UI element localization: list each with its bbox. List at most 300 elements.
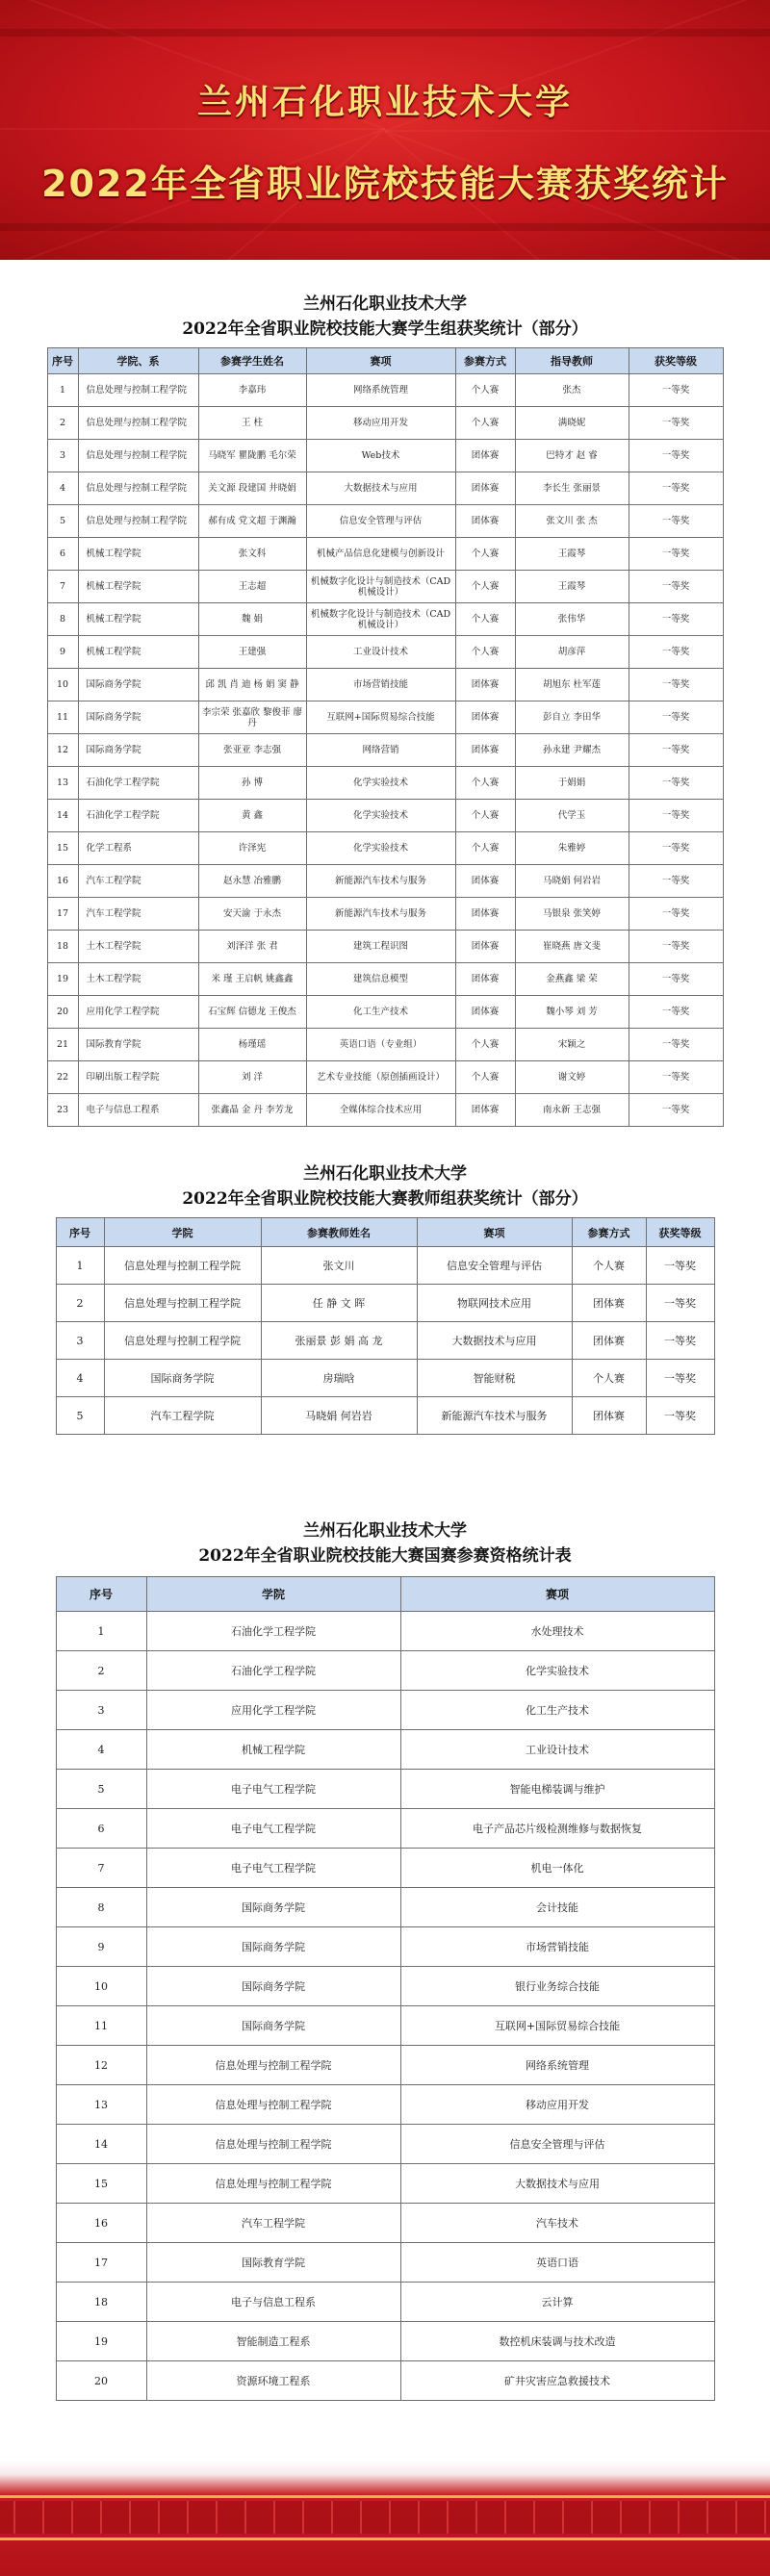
column-header: 参赛方式 <box>455 348 515 374</box>
table-cell: 胡彦萍 <box>515 636 629 669</box>
table-cell: 2 <box>56 1651 146 1691</box>
table-row <box>47 505 723 538</box>
table-cell: 23 <box>47 1094 78 1127</box>
table-cell: 一等奖 <box>646 1360 714 1397</box>
table-cell: 团体赛 <box>455 440 515 472</box>
table-cell: 王霞琴 <box>515 571 629 603</box>
table-cell: 房瑞晗 <box>261 1360 417 1397</box>
table-row <box>56 2006 714 2046</box>
table-cell: 智能制造工程系 <box>146 2322 400 2361</box>
table-cell: 21 <box>47 1029 78 1061</box>
table-row <box>47 407 723 440</box>
national-qualification-table <box>56 1576 715 2401</box>
table-cell: 一等奖 <box>629 1029 723 1061</box>
table-cell: 代学玉 <box>515 800 629 832</box>
table-cell: 信息处理与控制工程学院 <box>78 407 198 440</box>
table-cell: 建筑工程识图 <box>306 931 455 963</box>
section-title: 兰州石化职业技术大学 <box>303 1164 467 1184</box>
table-cell: 土木工程学院 <box>78 963 198 996</box>
table-cell: 14 <box>56 2125 146 2164</box>
table-cell: 应用化学工程学院 <box>146 1691 400 1730</box>
table-row <box>47 1061 723 1094</box>
table-cell: 宋颖之 <box>515 1029 629 1061</box>
table-row <box>56 1612 714 1651</box>
table-cell: 22 <box>47 1061 78 1094</box>
table-cell: 机械数字化设计与制造技术（CAD机械设计） <box>306 603 455 636</box>
table-cell: 17 <box>47 898 78 931</box>
table-row <box>56 2046 714 2085</box>
table-cell: 电子电气工程学院 <box>146 1809 400 1849</box>
table-cell: 石油化学工程学院 <box>78 767 198 800</box>
table-row <box>47 865 723 898</box>
table-cell: 互联网+国际贸易综合技能 <box>306 701 455 734</box>
table-cell: 化工生产技术 <box>306 996 455 1029</box>
table-cell: 一等奖 <box>629 767 723 800</box>
table-cell: 12 <box>56 2046 146 2085</box>
table-cell: 大数据技术与应用 <box>417 1322 572 1360</box>
table-cell: 个人赛 <box>455 538 515 571</box>
table-cell: 许泽宪 <box>198 832 306 865</box>
table-cell: 团体赛 <box>455 734 515 767</box>
column-header: 赛项 <box>417 1218 572 1247</box>
table-cell: 一等奖 <box>629 963 723 996</box>
table-row <box>56 2361 714 2401</box>
table-cell: 个人赛 <box>455 800 515 832</box>
table-row <box>56 1691 714 1730</box>
column-header: 序号 <box>56 1218 104 1247</box>
table-row <box>47 800 723 832</box>
table-cell: 云计算 <box>400 2283 714 2322</box>
table-cell: 张文科 <box>198 538 306 571</box>
table-cell: 个人赛 <box>455 767 515 800</box>
table-cell: 国际商务学院 <box>78 701 198 734</box>
table-row <box>47 898 723 931</box>
table-cell: 黄 鑫 <box>198 800 306 832</box>
table-cell: 信息处理与控制工程学院 <box>104 1247 261 1285</box>
table-cell: 机械工程学院 <box>78 571 198 603</box>
table-cell: 汽车工程学院 <box>78 865 198 898</box>
table-cell: 米 瑾 王启帆 姚鑫鑫 <box>198 963 306 996</box>
table-cell: 8 <box>56 1888 146 1927</box>
table-cell: 团体赛 <box>455 472 515 505</box>
section-subtitle: 2022年全省职业院校技能大赛教师组获奖统计（部分） <box>182 1189 588 1209</box>
table-row <box>47 440 723 472</box>
table-cell: 20 <box>47 996 78 1029</box>
table-row <box>47 669 723 701</box>
table-row <box>56 1927 714 1967</box>
table-cell: 信息处理与控制工程学院 <box>146 2164 400 2204</box>
table-cell: 一等奖 <box>629 800 723 832</box>
table-cell: 3 <box>56 1322 104 1360</box>
table-cell: 4 <box>47 472 78 505</box>
table-cell: 大数据技术与应用 <box>306 472 455 505</box>
table-cell: 化学实验技术 <box>306 832 455 865</box>
column-header: 学院、系 <box>78 348 198 374</box>
table-cell: 电子与信息工程系 <box>146 2283 400 2322</box>
column-header: 参赛教师姓名 <box>261 1218 417 1247</box>
header-banner <box>0 0 770 260</box>
table-row <box>47 963 723 996</box>
banner-title: 兰州石化职业技术大学 <box>196 83 573 122</box>
table-cell: 一等奖 <box>629 538 723 571</box>
table-row <box>47 701 723 734</box>
table-cell: 一等奖 <box>629 571 723 603</box>
table-cell: 10 <box>47 669 78 701</box>
table-cell: 团体赛 <box>455 865 515 898</box>
table-cell: 机械产品信息化建模与创新设计 <box>306 538 455 571</box>
table-cell: 一等奖 <box>629 1061 723 1094</box>
table-cell: 一等奖 <box>629 734 723 767</box>
column-header: 获奖等级 <box>629 348 723 374</box>
table-cell: 孙 博 <box>198 767 306 800</box>
table-cell: 新能源汽车技术与服务 <box>306 865 455 898</box>
table-cell: 2 <box>56 1285 104 1322</box>
section-subtitle: 2022年全省职业院校技能大赛学生组获奖统计（部分） <box>182 319 588 339</box>
table-cell: 一等奖 <box>646 1322 714 1360</box>
table-cell: 5 <box>56 1397 104 1435</box>
table-cell: 机械数字化设计与制造技术（CAD机械设计） <box>306 571 455 603</box>
table-cell: 张文川 张 杰 <box>515 505 629 538</box>
table-cell: 一等奖 <box>629 669 723 701</box>
column-header: 序号 <box>47 348 78 374</box>
table-cell: 机械工程学院 <box>78 636 198 669</box>
table-cell: 化学实验技术 <box>306 800 455 832</box>
table-cell: 谢文婷 <box>515 1061 629 1094</box>
table-cell: 郝有成 党文超 于渊瀚 <box>198 505 306 538</box>
table-cell: 信息处理与控制工程学院 <box>146 2046 400 2085</box>
table-cell: 个人赛 <box>455 571 515 603</box>
table-row <box>56 1247 714 1285</box>
table-cell: 崔晓燕 唐文斐 <box>515 931 629 963</box>
table-cell: 1 <box>47 374 78 407</box>
table-cell: 石宝辉 信德龙 王俊杰 <box>198 996 306 1029</box>
table-cell: 团体赛 <box>572 1322 646 1360</box>
table-cell: 国际教育学院 <box>78 1029 198 1061</box>
table-row <box>47 931 723 963</box>
table-cell: 彭自立 李田华 <box>515 701 629 734</box>
table-cell: 电子电气工程学院 <box>146 1849 400 1888</box>
table-cell: 团体赛 <box>572 1285 646 1322</box>
table-cell: 一等奖 <box>629 636 723 669</box>
table-row <box>56 1730 714 1770</box>
table-cell: 汽车工程学院 <box>104 1397 261 1435</box>
section-title: 兰州石化职业技术大学 <box>303 1521 467 1541</box>
table-row <box>56 2125 714 2164</box>
table-cell: 个人赛 <box>455 832 515 865</box>
table-row <box>47 603 723 636</box>
table-cell: 于娟娟 <box>515 767 629 800</box>
table-cell: 赵永慧 冶雅鹏 <box>198 865 306 898</box>
table-cell: 刘 洋 <box>198 1061 306 1094</box>
table-cell: 国际商务学院 <box>78 669 198 701</box>
table-cell: 1 <box>56 1612 146 1651</box>
table-cell: 团体赛 <box>455 701 515 734</box>
table-cell: 信息处理与控制工程学院 <box>78 472 198 505</box>
table-cell: 一等奖 <box>629 701 723 734</box>
table-cell: 13 <box>56 2085 146 2125</box>
pattern-border <box>0 2501 770 2534</box>
table-cell: 电子与信息工程系 <box>78 1094 198 1127</box>
table-cell: 国际商务学院 <box>146 1888 400 1927</box>
column-header: 赛项 <box>306 348 455 374</box>
table-cell: 个人赛 <box>455 407 515 440</box>
table-cell: 电子产品芯片级检测维修与数据恢复 <box>400 1809 714 1849</box>
column-header: 序号 <box>56 1577 146 1612</box>
table-cell: 国际商务学院 <box>104 1360 261 1397</box>
table-cell: 18 <box>56 2283 146 2322</box>
table-cell: 会计技能 <box>400 1888 714 1927</box>
table-cell: 安天渝 于永杰 <box>198 898 306 931</box>
table-cell: 化学实验技术 <box>400 1651 714 1691</box>
table-cell: 机械工程学院 <box>78 603 198 636</box>
table-row <box>47 1094 723 1127</box>
table-cell: 团体赛 <box>455 669 515 701</box>
table-cell: 汽车工程学院 <box>146 2204 400 2243</box>
column-header: 学院 <box>146 1577 400 1612</box>
table-cell: 满晓妮 <box>515 407 629 440</box>
table-cell: 个人赛 <box>455 1029 515 1061</box>
table-cell: 市场营销技能 <box>306 669 455 701</box>
table-cell: 王建强 <box>198 636 306 669</box>
table-cell: 团体赛 <box>455 996 515 1029</box>
table-cell: 巴特才 赵 睿 <box>515 440 629 472</box>
table-cell: 信息处理与控制工程学院 <box>104 1322 261 1360</box>
table-cell: 马晓军 瞿陇鹏 毛尔荣 <box>198 440 306 472</box>
table-cell: 英语口语 <box>400 2243 714 2283</box>
table-cell: 水处理技术 <box>400 1612 714 1651</box>
banner-subtitle: 2022年全省职业院校技能大赛获奖统计 <box>41 163 729 205</box>
table-cell: 7 <box>56 1849 146 1888</box>
column-header: 参赛方式 <box>572 1218 646 1247</box>
table-cell: 16 <box>47 865 78 898</box>
column-header: 学院 <box>104 1218 261 1247</box>
table-row <box>47 571 723 603</box>
table-cell: 英语口语（专业组） <box>306 1029 455 1061</box>
table-cell: 1 <box>56 1247 104 1285</box>
table-cell: 印刷出版工程学院 <box>78 1061 198 1094</box>
table-cell: 8 <box>47 603 78 636</box>
table-cell: 移动应用开发 <box>306 407 455 440</box>
table-cell: 15 <box>56 2164 146 2204</box>
table-cell: 个人赛 <box>572 1247 646 1285</box>
table-cell: 11 <box>47 701 78 734</box>
table-cell: 魏小琴 刘 芳 <box>515 996 629 1029</box>
table-cell: 魏 娟 <box>198 603 306 636</box>
table-row <box>47 734 723 767</box>
table-cell: 张亚亚 李志强 <box>198 734 306 767</box>
table-cell: 团体赛 <box>572 1397 646 1435</box>
table-cell: 个人赛 <box>455 636 515 669</box>
table-cell: 杨瑾瑶 <box>198 1029 306 1061</box>
table-cell: 一等奖 <box>629 832 723 865</box>
table-cell: 应用化学工程学院 <box>78 996 198 1029</box>
table-cell: 18 <box>47 931 78 963</box>
table-cell: 马银泉 张笑婷 <box>515 898 629 931</box>
table-cell: 12 <box>47 734 78 767</box>
table-cell: 5 <box>47 505 78 538</box>
table-row <box>56 1360 714 1397</box>
table-cell: 石油化学工程学院 <box>78 800 198 832</box>
table-cell: 国际商务学院 <box>146 2006 400 2046</box>
table-cell: 10 <box>56 1967 146 2006</box>
table-row <box>47 636 723 669</box>
table-cell: 石油化学工程学院 <box>146 1612 400 1651</box>
table-cell: 国际商务学院 <box>146 1967 400 2006</box>
table-cell: 互联网+国际贸易综合技能 <box>400 2006 714 2046</box>
table-cell: 一等奖 <box>629 374 723 407</box>
table-row <box>56 1651 714 1691</box>
table-cell: 一等奖 <box>629 898 723 931</box>
table-cell: 6 <box>56 1809 146 1849</box>
table-row <box>56 1770 714 1809</box>
table-cell: 6 <box>47 538 78 571</box>
table-cell: 物联网技术应用 <box>417 1285 572 1322</box>
table-cell: 一等奖 <box>629 440 723 472</box>
table-cell: 南永新 王志强 <box>515 1094 629 1127</box>
table-cell: 任 静 文 晖 <box>261 1285 417 1322</box>
table-cell: 一等奖 <box>629 996 723 1029</box>
table-cell: 一等奖 <box>629 931 723 963</box>
table-cell: 汽车技术 <box>400 2204 714 2243</box>
table-cell: 16 <box>56 2204 146 2243</box>
table-row <box>56 2283 714 2322</box>
table-cell: 信息处理与控制工程学院 <box>146 2125 400 2164</box>
table-cell: 一等奖 <box>646 1285 714 1322</box>
table-cell: 王 柱 <box>198 407 306 440</box>
table-cell: 工业设计技术 <box>400 1730 714 1770</box>
table-row <box>56 2164 714 2204</box>
table-cell: 网络系统管理 <box>400 2046 714 2085</box>
table-cell: 化工生产技术 <box>400 1691 714 1730</box>
table-cell: 新能源汽车技术与服务 <box>417 1397 572 1435</box>
table-row <box>56 2204 714 2243</box>
table-cell: 银行业务综合技能 <box>400 1967 714 2006</box>
table-cell: 土木工程学院 <box>78 931 198 963</box>
table-row <box>56 2243 714 2283</box>
table-cell: 矿井灾害应急救援技术 <box>400 2361 714 2401</box>
table-cell: 工业设计技术 <box>306 636 455 669</box>
table-cell: 王霞琴 <box>515 538 629 571</box>
table-cell: 关文源 段建国 井晓娟 <box>198 472 306 505</box>
table-cell: 王志超 <box>198 571 306 603</box>
table-header-row <box>56 1218 714 1247</box>
table-cell: 9 <box>56 1927 146 1967</box>
table-cell: Web技术 <box>306 440 455 472</box>
table-cell: 17 <box>56 2243 146 2283</box>
table-cell: 张丽景 彭 娟 高 龙 <box>261 1322 417 1360</box>
table-cell: 资源环境工程系 <box>146 2361 400 2401</box>
table-cell: 信息安全管理与评估 <box>400 2125 714 2164</box>
table-row <box>56 1849 714 1888</box>
table-cell: 石油化学工程学院 <box>146 1651 400 1691</box>
column-header: 参赛学生姓名 <box>198 348 306 374</box>
table-cell: 电子电气工程学院 <box>146 1770 400 1809</box>
table-row <box>47 767 723 800</box>
table-cell: 个人赛 <box>455 374 515 407</box>
table-row <box>47 1029 723 1061</box>
table-cell: 信息安全管理与评估 <box>417 1247 572 1285</box>
table-cell: 一等奖 <box>629 603 723 636</box>
table-row <box>56 1967 714 2006</box>
table-cell: 艺术专业技能（原创插画设计） <box>306 1061 455 1094</box>
table-cell: 孙永建 尹耀杰 <box>515 734 629 767</box>
table-cell: 4 <box>56 1730 146 1770</box>
table-cell: 网络系统管理 <box>306 374 455 407</box>
table-cell: 国际商务学院 <box>146 1927 400 1967</box>
table-cell: 一等奖 <box>646 1247 714 1285</box>
table-cell: 个人赛 <box>572 1360 646 1397</box>
table-cell: 信息处理与控制工程学院 <box>146 2085 400 2125</box>
teacher-awards-table <box>56 1217 715 1435</box>
table-cell: 建筑信息模型 <box>306 963 455 996</box>
table-row <box>56 1397 714 1435</box>
student-awards-section <box>0 292 770 1127</box>
table-cell: 一等奖 <box>629 505 723 538</box>
table-cell: 智能电梯装调与维护 <box>400 1770 714 1809</box>
table-cell: 数控机床装调与技术改造 <box>400 2322 714 2361</box>
table-cell: 9 <box>47 636 78 669</box>
table-cell: 15 <box>47 832 78 865</box>
table-cell: 全媒体综合技术应用 <box>306 1094 455 1127</box>
table-cell: 张杰 <box>515 374 629 407</box>
table-header-row <box>47 348 723 374</box>
table-row <box>56 2085 714 2125</box>
section-subtitle: 2022年全省职业院校技能大赛国赛参赛资格统计表 <box>198 1546 572 1566</box>
table-cell: 机械工程学院 <box>146 1730 400 1770</box>
footer-decoration <box>0 2461 770 2576</box>
table-cell: 机电一体化 <box>400 1849 714 1888</box>
table-cell: 张文川 <box>261 1247 417 1285</box>
column-header: 赛项 <box>400 1577 714 1612</box>
table-row <box>56 1888 714 1927</box>
table-cell: 3 <box>47 440 78 472</box>
table-cell: 7 <box>47 571 78 603</box>
table-cell: 信息处理与控制工程学院 <box>78 505 198 538</box>
table-row <box>56 1809 714 1849</box>
table-cell: 信息处理与控制工程学院 <box>78 374 198 407</box>
table-cell: 邱 凯 肖 迪 杨 娟 窦 静 <box>198 669 306 701</box>
table-cell: 个人赛 <box>455 1061 515 1094</box>
table-cell: 汽车工程学院 <box>78 898 198 931</box>
table-cell: 一等奖 <box>629 472 723 505</box>
table-cell: 信息处理与控制工程学院 <box>104 1285 261 1322</box>
table-cell: 团体赛 <box>455 963 515 996</box>
table-cell: 国际商务学院 <box>78 734 198 767</box>
table-cell: 智能财税 <box>417 1360 572 1397</box>
table-cell: 3 <box>56 1691 146 1730</box>
table-row <box>47 996 723 1029</box>
table-cell: 网络营销 <box>306 734 455 767</box>
national-qualification-section <box>0 1518 770 2401</box>
table-cell: 20 <box>56 2361 146 2401</box>
table-cell: 5 <box>56 1770 146 1809</box>
table-cell: 一等奖 <box>629 1094 723 1127</box>
table-cell: 李嘉玮 <box>198 374 306 407</box>
table-cell: 移动应用开发 <box>400 2085 714 2125</box>
table-cell: 马晓娟 何岩岩 <box>515 865 629 898</box>
table-row <box>47 472 723 505</box>
table-cell: 14 <box>47 800 78 832</box>
table-cell: 大数据技术与应用 <box>400 2164 714 2204</box>
table-cell: 团体赛 <box>455 931 515 963</box>
table-row <box>56 1322 714 1360</box>
table-cell: 团体赛 <box>455 1094 515 1127</box>
table-cell: 市场营销技能 <box>400 1927 714 1967</box>
table-row <box>56 2322 714 2361</box>
table-cell: 化学实验技术 <box>306 767 455 800</box>
table-cell: 新能源汽车技术与服务 <box>306 898 455 931</box>
table-cell: 胡旭东 杜军莲 <box>515 669 629 701</box>
